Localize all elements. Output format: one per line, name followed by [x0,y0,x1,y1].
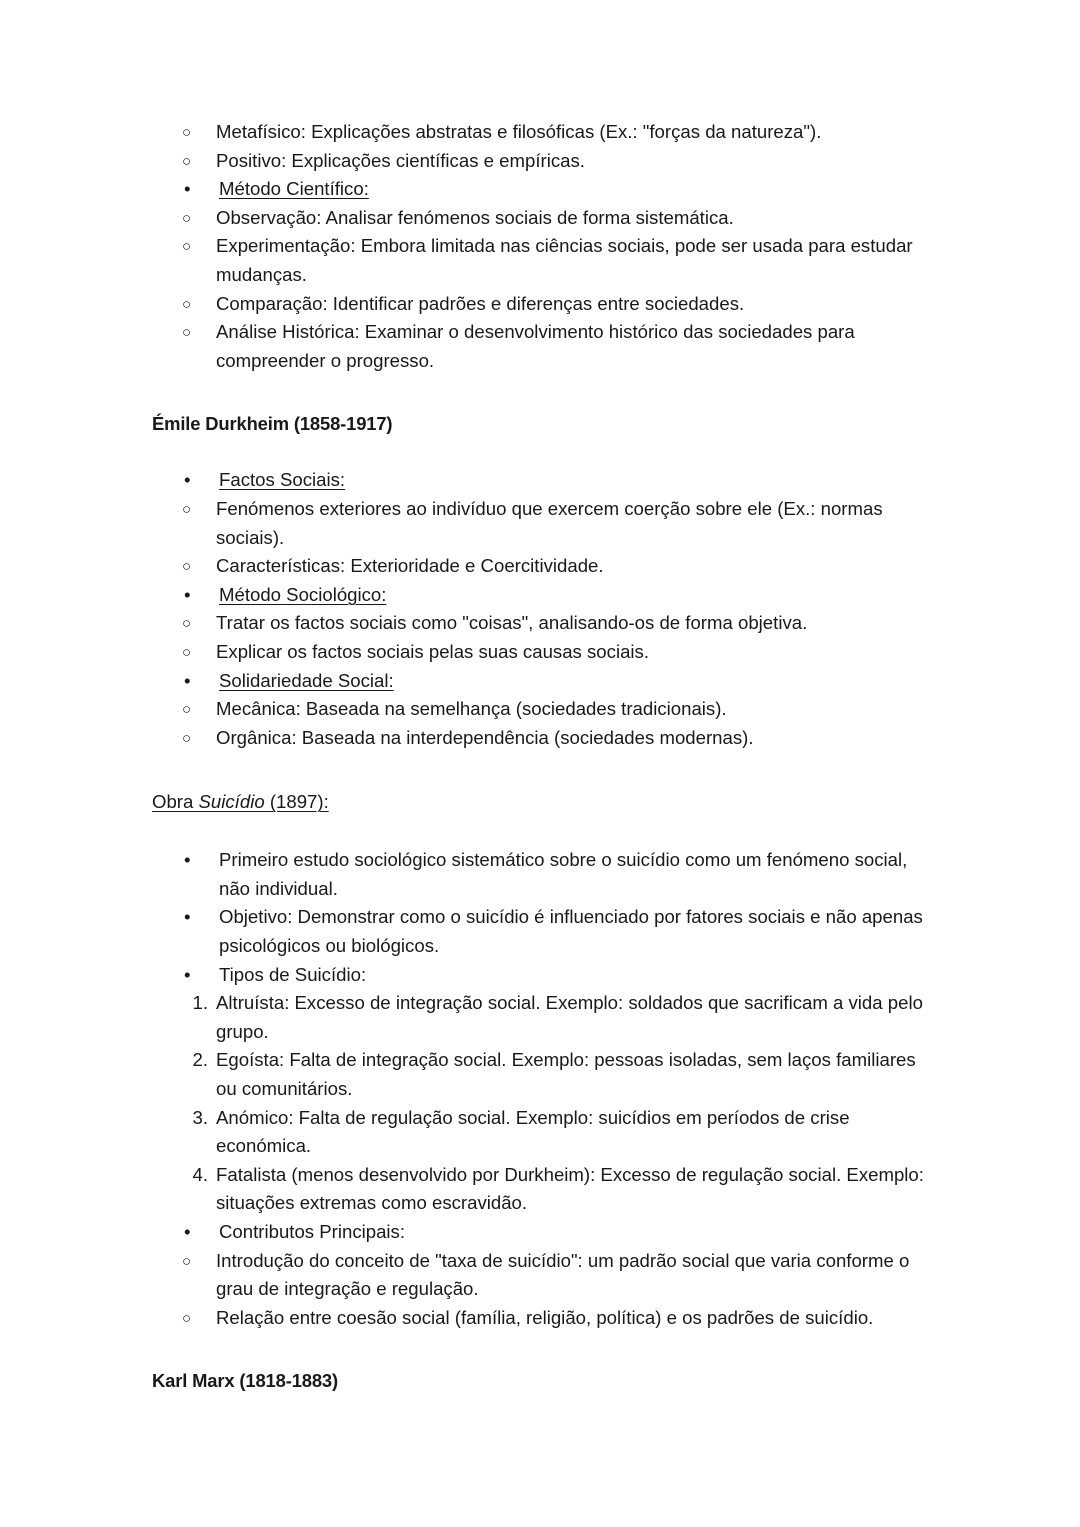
circle-bullet-icon: ○ [182,152,192,170]
list-item [152,638,935,667]
list-item-text: Características: Exterioridade e Coercitividade. [216,555,604,577]
list-item-text: Contributos Principais: [219,1221,406,1242]
list-item-text: Solidariedade Social: [219,669,394,691]
list-item [152,466,935,495]
list-item-text: Análise Histórica: Examinar o desenvolvimento histórico das sociedades para compreender o progresso. [216,321,855,371]
list-item [152,175,935,204]
list-item [152,989,935,1046]
suicidio-main-list [152,846,935,989]
list-item-text: Orgânica: Baseada na interdependência (sociedades modernas). [216,726,754,748]
list-item-text: Factos Sociais: [219,469,346,491]
list-item-text: Altruísta: Excesso de integração social. Exemplo: soldados que sacrificam a vida pelo grupo. [216,992,923,1042]
list-item-text: Mecânica: Baseada na semelhança (sociedades tradicionais). [216,698,727,720]
circle-bullet-icon: ○ [182,324,192,342]
heading-karl-marx: Karl Marx (1818-1883) [152,1370,338,1392]
list-item [152,609,935,638]
list-number: 4. [192,1163,208,1185]
subheading-obra-suicidio [152,788,935,816]
circle-bullet-icon: ○ [182,643,192,661]
list-item-text: Positivo: Explicações científicas e empíricas. [216,149,585,171]
list-item [152,903,935,960]
list-item [152,318,935,375]
list-item-text: Metafísico: Explicações abstratas e filosóficas (Ex.: "forças da natureza"). [216,121,822,142]
list-item [152,695,935,724]
work-title: Suicídio [198,791,265,813]
list-number: 2. [192,1049,208,1071]
list-item [152,581,935,610]
list-item-text: Anómico: Falta de regulação social. Exemplo: suicídios em períodos de crise económica. [216,1106,850,1157]
list-item-text: Método Sociológico: [219,583,387,605]
durkheim-solidariedade [152,667,935,696]
list-item-text: Relação entre coesão social (família, religião, política) e os padrões de suicídio. [216,1306,874,1328]
list-item [152,552,935,581]
circle-bullet-icon: ○ [182,558,192,576]
list-item-text: Egoísta: Falta de integração social. Exemplo: pessoas isoladas, sem laços familiares ou comunitários. [216,1049,916,1100]
list-item-text: Observação: Analisar fenómenos sociais de forma sistemática. [216,206,734,228]
list-item [152,724,935,753]
list-number: 1. [192,992,208,1014]
list-item [152,290,935,319]
list-item [152,1247,935,1304]
comte-sublist [152,118,935,175]
durkheim-metodo-sublist [152,609,935,666]
list-item [152,1218,935,1247]
list-item [152,846,935,903]
list-item [152,1046,935,1103]
contributos-sublist [152,1247,935,1333]
comte-tail-group [152,118,935,375]
list-item [152,232,935,289]
list-item [152,204,935,233]
circle-bullet-icon: ○ [182,295,192,313]
list-item-text: Fenómenos exteriores ao indivíduo que exercem coerção sobre ele (Ex.: normas sociais). [216,497,883,548]
tipos-de-suicidio-numbered-list [152,989,935,1218]
contributos-principais [152,1218,935,1247]
bullet-icon: • [184,849,191,871]
bullet-icon: • [184,963,191,985]
list-item-text: Comparação: Identificar padrões e diferenças entre sociedades. [216,292,745,314]
list-number: 3. [192,1106,208,1128]
bullet-icon: • [184,906,191,928]
list-item [152,118,935,147]
list-item [152,495,935,552]
subheading-prefix: Obra [152,791,199,813]
list-item [152,667,935,696]
durkheim-factos-sociais [152,466,935,495]
list-item [152,1104,935,1161]
circle-bullet-icon: ○ [182,1309,192,1327]
list-item-text: Experimentação: Embora limitada nas ciências sociais, pode ser usada para estudar mudanças. [216,235,913,285]
circle-bullet-icon: ○ [182,209,192,227]
bullet-icon: • [184,1221,191,1242]
list-item-text: Explicar os factos sociais pelas suas causas sociais. [216,640,650,662]
comte-method-list [152,175,935,204]
bullet-icon: • [184,469,191,491]
circle-bullet-icon: ○ [182,238,192,256]
list-item [152,1161,935,1218]
bullet-icon: • [184,178,191,200]
heading-durkheim: Émile Durkheim (1858-1917) [152,413,393,435]
list-item-text: Fatalista (menos desenvolvido por Durkheim): Excesso de regulação social. Exemplo: situações extremas como escravidão. [216,1163,924,1214]
circle-bullet-icon: ○ [182,500,192,518]
list-item-text: Objetivo: Demonstrar como o suicídio é influenciado por fatores sociais e não apenas psicológicos ou biológicos. [219,906,923,957]
durkheim-factos-sublist [152,495,935,581]
comte-method-sublist [152,204,935,376]
list-item-text: Tratar os factos sociais como "coisas", analisando-os de forma objetiva. [216,612,808,634]
circle-bullet-icon: ○ [182,729,192,747]
list-item-text: Tipos de Suicídio: [219,963,367,985]
durkheim-metodo [152,581,935,610]
circle-bullet-icon: ○ [182,701,192,719]
list-item-text: Primeiro estudo sociológico sistemático sobre o suicídio como um fenómeno social, não individual. [219,849,908,899]
bullet-icon: • [184,669,191,691]
list-item [152,1304,935,1333]
durkheim-solidariedade-sublist [152,695,935,752]
circle-bullet-icon: ○ [182,1252,192,1270]
bullet-icon: • [184,583,191,605]
circle-bullet-icon: ○ [182,615,192,633]
circle-bullet-icon: ○ [182,124,192,141]
list-item [152,961,935,990]
list-item-text: Introdução do conceito de "taxa de suicídio": um padrão social que varia conforme o grau de integração e regulação. [216,1249,910,1300]
list-item-text: Método Científico: [219,178,369,200]
list-item [152,147,935,176]
subheading-suffix: (1897): [264,791,329,813]
